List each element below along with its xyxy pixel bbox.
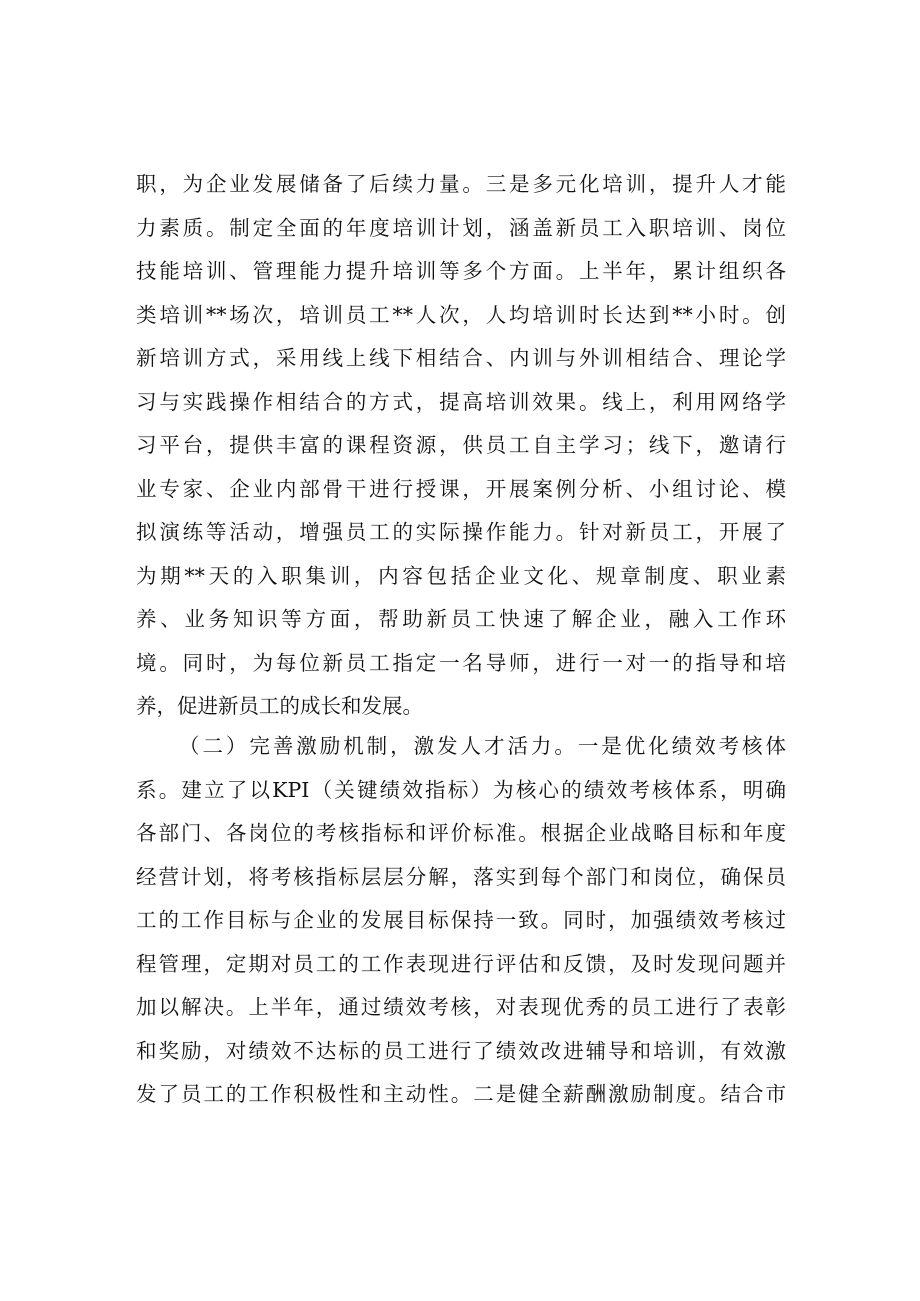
text-line: 新培训方式，采用线上线下相结合、内训与外训相结合、理论学 [136,346,786,370]
text-line: 加以解决。上半年，通过绩效考核，对表现优秀的员工进行了表彰 [136,995,786,1019]
text-line: 养，促进新员工的成长和发展。 [136,694,423,718]
text-line: 力素质。制定全面的年度培训计划，涵盖新员工入职培训、岗位 [136,215,786,240]
text-line: 拟演练等活动，增强员工的实际操作能力。针对新员工，开展了 [136,520,786,544]
text-line: 经营计划，将考核指标层层分解，落实到每个部门和岗位，确保员 [136,864,786,889]
text-line: 发了员工的工作积极性和主动性。二是健全薪酬激励制度。结合市 [136,1082,786,1106]
text-line: 各部门、各岗位的考核指标和评价标准。根据企业战略目标和年度 [136,821,786,845]
text-line: 工的工作目标与企业的发展目标保持一致。同时，加强绩效考核过 [136,908,786,932]
text-line: （二）完善激励机制，激发人才活力。一是优化绩效考核体 [179,734,786,758]
text-line: 和奖励，对绩效不达标的员工进行了绩效改进辅导和培训，有效激 [136,1038,786,1063]
text-line: 类培训**场次，培训员工**人次，人均培训时长达到**小时。创 [136,302,786,327]
text-line: 养、业务知识等方面，帮助新员工快速了解企业，融入工作环 [136,607,786,631]
text-line: 为期**天的入职集训，内容包括企业文化、规章制度、职业素 [136,563,786,588]
text-line: 习与实践操作相结合的方式，提高培训效果。线上，利用网络学 [136,389,786,414]
text-line: 程管理，定期对员工的工作表现进行评估和反馈，及时发现问题并 [136,951,786,976]
text-line: 技能培训、管理能力提升培训等多个方面。上半年，累计组织各 [136,259,786,283]
text-line: 境。同时，为每位新员工指定一名导师，进行一对一的指导和培 [136,650,786,675]
text-line: 习平台，提供丰富的课程资源，供员工自主学习；线下，邀请行 [136,433,786,457]
text-line: 职，为企业发展储备了后续力量。三是多元化培训，提升人才能 [136,172,786,196]
text-line: 业专家、企业内部骨干进行授课，开展案例分析、小组讨论、模 [136,476,786,501]
text-line: 系。建立了以KPI（关键绩效指标）为核心的绩效考核体系，明确 [136,777,786,802]
